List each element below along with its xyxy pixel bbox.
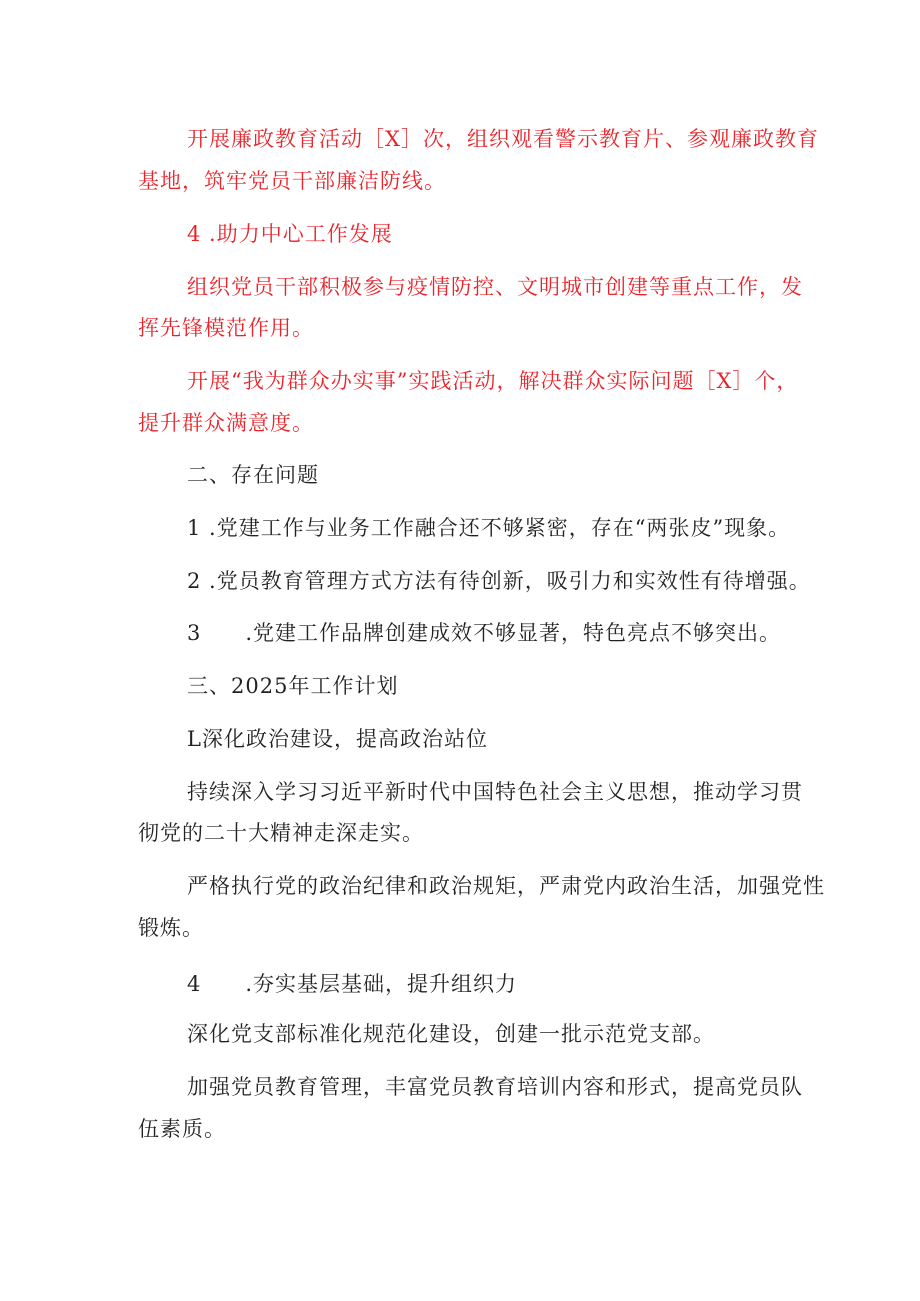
paragraph-line: 彻党的二十大精神走深走实。 bbox=[138, 821, 424, 845]
paragraph-line: 持续深入学习习近平新时代中国特色社会主义思想，推动学习贯 bbox=[187, 780, 803, 804]
list-item-text: .党建工作品牌创建成效不够显著，特色亮点不够突出。 bbox=[245, 621, 782, 645]
sub-heading bbox=[187, 970, 517, 998]
paragraph-line: 开展“我为群众办实事”实践活动，解决群众实际问题［X］个， bbox=[187, 369, 799, 393]
list-item: 1 .党建工作与业务工作融合还不够紧密，存在“两张皮”现象。 bbox=[187, 516, 791, 540]
paragraph-line: 挥先锋模范作用。 bbox=[138, 316, 314, 340]
paragraph-line: 组织党员干部积极参与疫情防控、文明城市创建等重点工作，发 bbox=[187, 275, 803, 299]
paragraph-line: 严格执行党的政治纪律和政治规矩，严肃党内政治生活，加强党性 bbox=[187, 874, 825, 898]
paragraph-line: 深化党支部标准化规范化建设，创建一批示范党支部。 bbox=[187, 1022, 715, 1046]
paragraph-line: 开展廉政教育活动［X］次，组织观看警示教育片、参观廉政教育 bbox=[187, 127, 819, 151]
list-item bbox=[187, 619, 781, 647]
section-heading: 4 .助力中心工作发展 bbox=[187, 222, 393, 246]
paragraph-line: 伍素质。 bbox=[138, 1117, 226, 1141]
paragraph-line: 提升群众满意度。 bbox=[138, 411, 314, 435]
section-heading: 三、2025年工作计划 bbox=[187, 674, 399, 698]
paragraph-line: 锻炼。 bbox=[138, 916, 204, 940]
list-item-text: .夯实基层基础，提升组织力 bbox=[245, 972, 518, 996]
list-item-number: 3 bbox=[187, 621, 202, 645]
list-item-number: 4 bbox=[187, 972, 202, 996]
section-heading: 二、存在问题 bbox=[187, 463, 319, 487]
sub-heading: L深化政治建设，提高政治站位 bbox=[187, 727, 488, 751]
paragraph-line: 基地，筑牢党员干部廉洁防线。 bbox=[138, 169, 446, 193]
list-item: 2 .党员教育管理方式方法有待创新，吸引力和实效性有待增强。 bbox=[187, 569, 811, 593]
paragraph-line: 加强党员教育管理，丰富党员教育培训内容和形式，提高党员队 bbox=[187, 1075, 803, 1099]
